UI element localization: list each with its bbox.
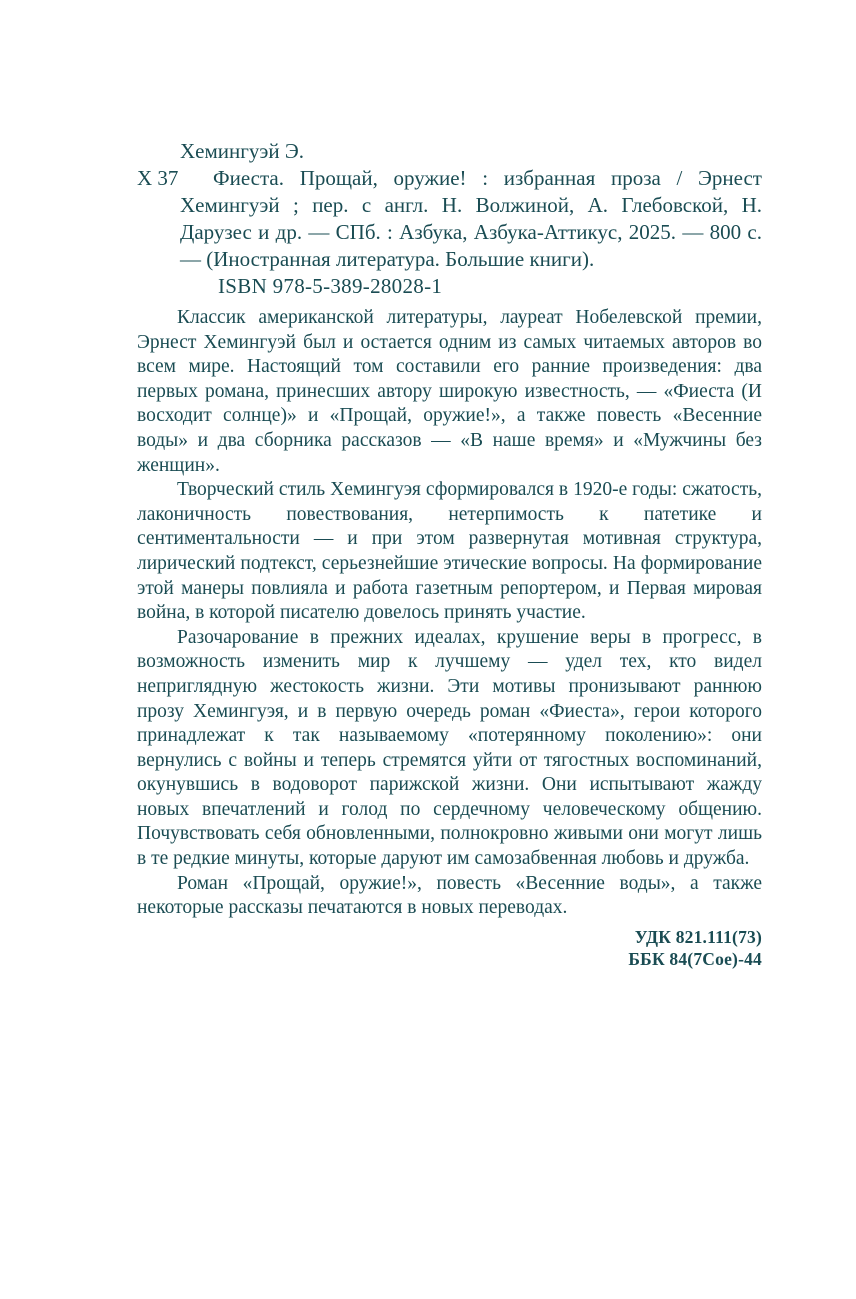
classification-index: Х 37 — [137, 166, 179, 190]
bibliographic-entry: Фиеста. Прощай, оружие! : избранная проза / Эрнест Хемингуэй ; пер. с англ. Н. Волжиной, А. Глебовской, Н. Дарузес и др. — СПб. : Азбука, Азбука-Аттикус, 2025. — 800 с. — (Иностранная литература. Большие книги). — [180, 166, 762, 271]
author-heading: Хемингуэй Э. — [180, 139, 304, 163]
annotation-block — [137, 306, 762, 921]
annotation-paragraph-1: Классик американской литературы, лауреат Нобелевской премии, Эрнест Хемингуэй был и остается одним из самых читаемых авторов во всем мире. Настоящий том составили его ранние произведения: два первых романа, принесших автору широкую известность, — «Фиеста (И восходит солнце)» и «Прощай, оружие!», а также повесть «Весенние воды» и два сборника рассказов — «В наше время» и «Мужчины без женщин». — [137, 307, 762, 476]
annotation-paragraph-2: Творческий стиль Хемингуэя сформировался в 1920-е годы: сжатость, лаконичность повествования, нетерпимость к патетике и сентиментальности — и при этом развернутая мотивная структура, лирический подтекст, серьезнейшие этические вопросы. На формирование этой манеры повлияла и работа газетным репортером, и Первая мировая война, в которой писателю довелось принять участие. — [137, 479, 762, 624]
annotation-paragraph-3: Разочарование в прежних идеалах, крушение веры в прогресс, в возможность изменить мир к лучшему — удел тех, кто видел неприглядную жестокость жизни. Эти мотивы пронизывают раннюю прозу Хемингуэя, и в первую очередь роман «Фиеста», герои которого принадлежат к так называемому «потерянному поколению»: они вернулись с войны и теперь стремятся уйти от тягостных воспоминаний, окунувшись в водоворот парижской жизни. Они испытывают жажду новых впечатлений и голод по сердечному человеческому общению. Почувствовать себя обновленными, полнокровно живыми они могут лишь в те редкие минуты, которые даруют им самозабвенная любовь и дружба. — [137, 626, 762, 870]
udk-code: УДК 821.111(73) — [634, 926, 762, 947]
bbk-code: ББК 84(7Сое)-44 — [628, 948, 762, 969]
bibliographic-block — [137, 138, 762, 300]
classification-codes — [137, 926, 762, 970]
annotation-paragraph-4: Роман «Прощай, оружие!», повесть «Весенние воды», а также некоторые рассказы печатаются в новых переводах. — [137, 872, 762, 919]
isbn-number: ISBN 978-5-389-28028-1 — [218, 274, 443, 298]
